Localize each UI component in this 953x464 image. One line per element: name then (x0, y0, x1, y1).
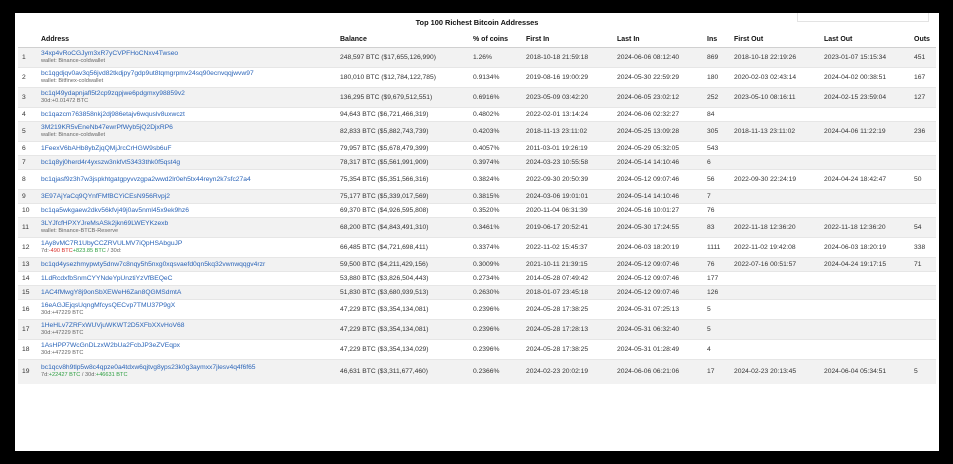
table-row (18, 286, 936, 300)
outs-cell (910, 272, 936, 286)
last-out-cell (820, 142, 910, 156)
percent-cell: 0.6916% (469, 88, 522, 108)
table-row (18, 68, 936, 88)
first-out-cell: 2020-02-03 02:43:14 (730, 68, 820, 88)
first-out-cell: 2022-09-30 22:24:19 (730, 170, 820, 190)
percent-cell: 0.4203% (469, 122, 522, 142)
ins-cell: 869 (703, 48, 730, 68)
last-out-cell: 2024-04-06 11:22:19 (820, 122, 910, 142)
first-out-cell: 2022-11-02 19:42:08 (730, 238, 820, 258)
first-out-cell: 2022-11-18 12:36:20 (730, 218, 820, 238)
last-out-cell (820, 156, 910, 170)
address-cell (37, 218, 336, 238)
last-in-cell: 2024-05-30 22:59:29 (613, 68, 703, 88)
table-row (18, 122, 936, 142)
last-in-cell: 2024-05-12 09:07:46 (613, 272, 703, 286)
change-period-label: / 30d: (80, 372, 96, 379)
last-in-cell: 2024-05-16 10:01:27 (613, 204, 703, 218)
outs-cell: 167 (910, 68, 936, 88)
address-link[interactable]: 1AC4fMwgY8j9onSbXEWeH6Zan8QGMSdmtA (41, 288, 182, 296)
column-header-percent[interactable]: % of coins (469, 32, 522, 48)
table-body (18, 48, 936, 384)
address-cell (37, 300, 336, 320)
rank-cell: 16 (18, 300, 37, 320)
rank-cell: 12 (18, 238, 37, 258)
address-cell (37, 190, 336, 204)
last-out-cell: 2023-01-07 15:15:34 (820, 48, 910, 68)
first-in-cell: 2021-10-11 21:39:15 (522, 258, 613, 272)
first-in-cell: 2018-01-07 23:45:18 (522, 286, 613, 300)
last-out-cell (820, 286, 910, 300)
balance-change-note (41, 330, 336, 337)
ins-cell: 83 (703, 218, 730, 238)
first-out-cell: 2024-02-23 20:13:45 (730, 360, 820, 384)
rank-cell: 8 (18, 170, 37, 190)
address-link[interactable]: bc1ql49ydapnjafl5t2cp9zqpjwe6pdgmxy98859v2 (41, 90, 185, 97)
balance-cell: 79,957 BTC ($5,678,479,399) (336, 142, 469, 156)
balance-change-note (41, 98, 336, 105)
last-out-cell: 2024-06-03 18:20:19 (820, 238, 910, 258)
table-row (18, 108, 936, 122)
balance-cell: 47,229 BTC ($3,354,134,029) (336, 340, 469, 360)
percent-cell: 0.3824% (469, 170, 522, 190)
last-in-cell: 2024-05-31 01:28:49 (613, 340, 703, 360)
change-period-label: 7d: (41, 248, 49, 254)
rich-list-table (18, 32, 936, 384)
last-in-cell: 2024-06-03 18:20:19 (613, 238, 703, 258)
address-link[interactable]: bc1q8yj0herd4r4yxszw3nkfvt53433thk0f5qst4g (41, 158, 181, 166)
percent-cell: 0.2366% (469, 360, 522, 384)
address-link[interactable]: bc1qcv8h9tlp5w8c4qpze0a4tdxw6qjtvg8yps23k0g3aymxx7jlesv4q4f6f65 (41, 364, 256, 372)
balance-cell: 136,295 BTC ($9,679,512,551) (336, 88, 469, 108)
percent-cell: 0.2396% (469, 320, 522, 340)
last-out-cell (820, 204, 910, 218)
ins-cell: 6 (703, 156, 730, 170)
first-out-cell (730, 286, 820, 300)
outs-cell (910, 108, 936, 122)
last-in-cell: 2024-05-12 09:07:46 (613, 170, 703, 190)
first-out-cell: 2018-11-13 23:11:02 (730, 122, 820, 142)
balance-cell: 51,830 BTC ($3,680,939,513) (336, 286, 469, 300)
first-out-cell: 2018-10-18 22:19:26 (730, 48, 820, 68)
change-value-positive: +46631 BTC (95, 372, 128, 379)
last-in-cell: 2024-05-12 09:07:46 (613, 258, 703, 272)
ins-cell: 252 (703, 88, 730, 108)
percent-cell: 0.3009% (469, 258, 522, 272)
rank-cell: 10 (18, 204, 37, 218)
ins-cell: 76 (703, 204, 730, 218)
outs-cell: 5 (910, 360, 936, 384)
percent-cell: 0.3520% (469, 204, 522, 218)
outs-cell: 50 (910, 170, 936, 190)
last-out-cell (820, 320, 910, 340)
percent-cell: 0.2734% (469, 272, 522, 286)
rank-cell: 7 (18, 156, 37, 170)
percent-cell: 0.3374% (469, 238, 522, 258)
last-out-cell (820, 108, 910, 122)
last-in-cell: 2024-05-31 06:32:40 (613, 320, 703, 340)
table-header-row (18, 32, 936, 48)
column-header-last-out[interactable]: Last Out (820, 32, 910, 48)
address-link[interactable]: bc1qgdjqv0av3q56jvd82tkdjpy7gdp9ut8tqmgrpmv24sq90ecnvqqjwvw97 (41, 70, 254, 77)
table-row (18, 272, 936, 286)
balance-cell: 47,229 BTC ($3,354,134,081) (336, 300, 469, 320)
change-period-label: / 30d: (105, 248, 122, 254)
table-row (18, 170, 936, 190)
first-in-cell: 2018-11-13 23:11:02 (522, 122, 613, 142)
ins-cell: 76 (703, 258, 730, 272)
first-in-cell: 2024-03-06 19:01:01 (522, 190, 613, 204)
first-in-cell: 2018-10-18 21:59:18 (522, 48, 613, 68)
rank-cell: 4 (18, 108, 37, 122)
ins-cell: 180 (703, 68, 730, 88)
change-period-label: 30d: (41, 330, 52, 336)
address-cell (37, 360, 336, 384)
last-out-cell: 2024-06-04 05:34:51 (820, 360, 910, 384)
last-in-cell: 2024-05-14 14:10:46 (613, 190, 703, 204)
outs-cell: 54 (910, 218, 936, 238)
column-header-ins[interactable]: Ins (703, 32, 730, 48)
ins-cell: 543 (703, 142, 730, 156)
balance-cell: 68,200 BTC ($4,843,491,310) (336, 218, 469, 238)
rich-list-panel (15, 13, 939, 451)
table-row (18, 320, 936, 340)
first-in-cell: 2022-11-02 15:45:37 (522, 238, 613, 258)
last-out-cell: 2024-02-15 23:59:04 (820, 88, 910, 108)
change-value-positive: +22427 BTC (48, 372, 81, 379)
first-in-cell: 2014-05-28 07:49:42 (522, 272, 613, 286)
ins-cell: 177 (703, 272, 730, 286)
last-in-cell: 2024-05-12 09:07:46 (613, 286, 703, 300)
rank-cell: 9 (18, 190, 37, 204)
address-cell (37, 272, 336, 286)
rank-cell: 1 (18, 48, 37, 68)
percent-cell: 0.9134% (469, 68, 522, 88)
column-header-outs[interactable]: Outs (910, 32, 936, 48)
first-out-cell (730, 204, 820, 218)
change-value: +47229 BTC (51, 350, 84, 356)
address-link[interactable]: 1FeexV6bAHb8ybZjqQMjJrcCrHGW9sb6uF (41, 144, 172, 152)
ins-cell: 5 (703, 320, 730, 340)
first-in-cell: 2019-06-17 20:52:41 (522, 218, 613, 238)
rank-cell: 19 (18, 360, 37, 384)
last-out-cell: 2024-04-02 00:38:51 (820, 68, 910, 88)
rank-cell: 15 (18, 286, 37, 300)
address-link[interactable]: 1AsHPP7WcGnDLzxW2bUa2FcbJP3eZVEqpx (41, 342, 181, 349)
balance-change-note (41, 372, 336, 379)
column-header-last-in[interactable]: Last In (613, 32, 703, 48)
column-header-address[interactable]: Address (37, 32, 336, 48)
address-cell (37, 88, 336, 108)
table-row (18, 360, 936, 384)
percent-cell: 0.3815% (469, 190, 522, 204)
balance-cell: 248,597 BTC ($17,655,126,990) (336, 48, 469, 68)
first-out-cell (730, 320, 820, 340)
outs-cell: 236 (910, 122, 936, 142)
address-link[interactable]: bc1qd4ysezhmypwty5dnw7c8nqy5h5nxg0xqsvaefd0qn5kq32vwnwqqgv4rzr (41, 260, 266, 268)
percent-cell: 0.3461% (469, 218, 522, 238)
wallet-label: wallet: Binance-BTCB-Reserve (41, 228, 119, 234)
address-link[interactable]: bc1qa5wkgaew2dkv56kfvj49j0av5nml45x9ek9hz6 (41, 206, 189, 214)
balance-cell: 180,010 BTC ($12,784,122,785) (336, 68, 469, 88)
balance-cell: 75,177 BTC ($5,339,017,569) (336, 190, 469, 204)
rank-cell: 14 (18, 272, 37, 286)
address-cell (37, 258, 336, 272)
column-header-rank (18, 32, 37, 48)
table-row (18, 258, 936, 272)
first-out-cell (730, 300, 820, 320)
address-cell (37, 48, 336, 68)
ins-cell: 305 (703, 122, 730, 142)
first-in-cell: 2011-03-01 19:26:19 (522, 142, 613, 156)
ins-cell: 84 (703, 108, 730, 122)
first-out-cell (730, 272, 820, 286)
ins-cell: 7 (703, 190, 730, 204)
last-in-cell: 2024-05-30 17:24:55 (613, 218, 703, 238)
first-out-cell: 2023-05-10 08:16:11 (730, 88, 820, 108)
address-link[interactable]: 1LdRcdxfbSnmCYYNdeYpUnztiYzVfBEQeC (41, 274, 173, 282)
first-in-cell: 2019-08-16 19:00:29 (522, 68, 613, 88)
first-in-cell: 2024-05-28 17:28:13 (522, 320, 613, 340)
page-title: Top 100 Richest Bitcoin Addresses (415, 18, 539, 27)
ins-cell: 56 (703, 170, 730, 190)
address-link[interactable]: bc1qjasf9z3h7w3jspkhtgatgpyvvzgpa2wwd2lr0eh5tx44reyn2k7sfc27a4 (41, 175, 251, 183)
rank-cell: 13 (18, 258, 37, 272)
ins-cell: 17 (703, 360, 730, 384)
last-out-cell (820, 300, 910, 320)
wallet-label: wallet: Binance-coldwallet (41, 132, 106, 138)
outs-cell (910, 204, 936, 218)
outs-cell (910, 320, 936, 340)
last-out-cell: 2022-11-18 12:36:20 (820, 218, 910, 238)
balance-cell: 69,370 BTC ($4,926,595,808) (336, 204, 469, 218)
change-period-label: 7d: (41, 372, 49, 379)
change-value-negative: -490 BTC (48, 248, 73, 254)
address-link[interactable]: 34xp4vRoCGJym3xR7yCVPFHoCNxv4Twseo (41, 50, 179, 57)
last-out-cell: 2024-04-24 18:42:47 (820, 170, 910, 190)
address-link[interactable]: 1Ay8vMC7R1UbyCCZRVULMV7iQpHSAbguJP (41, 240, 183, 247)
first-in-cell: 2024-05-28 17:38:25 (522, 340, 613, 360)
change-period-label: 30d: (41, 98, 52, 104)
first-in-cell: 2024-05-28 17:38:25 (522, 300, 613, 320)
first-out-cell: 2022-07-16 00:51:57 (730, 258, 820, 272)
first-out-cell (730, 190, 820, 204)
table-row (18, 142, 936, 156)
first-in-cell: 2023-05-09 03:42:20 (522, 88, 613, 108)
table-row (18, 340, 936, 360)
percent-cell: 1.26% (469, 48, 522, 68)
first-in-cell: 2022-09-30 20:50:39 (522, 170, 613, 190)
table-row (18, 48, 936, 68)
last-in-cell: 2024-05-29 05:32:05 (613, 142, 703, 156)
first-out-cell (730, 156, 820, 170)
outs-cell (910, 300, 936, 320)
table-row (18, 218, 936, 238)
last-out-cell (820, 190, 910, 204)
balance-cell: 82,833 BTC ($5,882,743,739) (336, 122, 469, 142)
percent-cell: 0.2630% (469, 286, 522, 300)
rank-cell: 11 (18, 218, 37, 238)
address-cell (37, 286, 336, 300)
last-in-cell: 2024-05-31 07:25:13 (613, 300, 703, 320)
balance-cell: 78,317 BTC ($5,561,991,909) (336, 156, 469, 170)
table-row (18, 300, 936, 320)
table-row (18, 156, 936, 170)
outs-cell: 451 (910, 48, 936, 68)
address-cell (37, 204, 336, 218)
balance-cell: 46,631 BTC ($3,311,677,460) (336, 360, 469, 384)
balance-cell: 75,354 BTC ($5,351,566,316) (336, 170, 469, 190)
table-row (18, 238, 936, 258)
balance-cell: 53,880 BTC ($3,826,504,443) (336, 272, 469, 286)
address-link[interactable]: 3E97AjYaCq9QYnfFMfBCYiCEsN956Rvpj2 (41, 192, 170, 200)
ins-cell: 4 (703, 340, 730, 360)
first-in-cell: 2022-02-01 13:14:24 (522, 108, 613, 122)
balance-cell: 47,229 BTC ($3,354,134,081) (336, 320, 469, 340)
percent-cell: 0.2396% (469, 340, 522, 360)
change-value-positive: +823.85 BTC (72, 248, 106, 254)
outs-cell: 338 (910, 238, 936, 258)
last-out-cell (820, 272, 910, 286)
column-header-first-in[interactable]: First In (522, 32, 613, 48)
table-row (18, 88, 936, 108)
last-in-cell: 2024-06-06 02:32:27 (613, 108, 703, 122)
outs-cell (910, 156, 936, 170)
wallet-label: wallet: Bitfinex-coldwallet (41, 78, 104, 84)
address-cell (37, 170, 336, 190)
outs-cell (910, 286, 936, 300)
rank-cell: 2 (18, 68, 37, 88)
first-out-cell (730, 340, 820, 360)
last-in-cell: 2024-06-06 06:21:06 (613, 360, 703, 384)
change-value: +47229 BTC (51, 330, 84, 336)
column-header-first-out[interactable]: First Out (730, 32, 820, 48)
change-value: +47229 BTC (51, 310, 84, 316)
balance-change-note (41, 310, 336, 317)
outs-cell (910, 340, 936, 360)
rank-cell: 18 (18, 340, 37, 360)
last-out-cell (820, 340, 910, 360)
last-out-cell: 2024-04-24 19:17:15 (820, 258, 910, 272)
first-out-cell (730, 108, 820, 122)
outs-cell (910, 142, 936, 156)
address-cell (37, 122, 336, 142)
column-header-balance[interactable]: Balance (336, 32, 469, 48)
rank-cell: 6 (18, 142, 37, 156)
first-out-cell (730, 142, 820, 156)
ins-cell: 5 (703, 300, 730, 320)
outs-cell: 71 (910, 258, 936, 272)
first-in-cell: 2024-03-23 10:55:58 (522, 156, 613, 170)
balance-cell: 66,485 BTC ($4,721,698,411) (336, 238, 469, 258)
address-cell (37, 156, 336, 170)
percent-cell: 0.4057% (469, 142, 522, 156)
first-in-cell: 2024-02-23 20:02:19 (522, 360, 613, 384)
address-cell (37, 108, 336, 122)
rank-cell: 17 (18, 320, 37, 340)
address-link[interactable]: 16eAGJEjqsUqngMfcysQECvp7TMU37P9gX (41, 302, 176, 309)
rank-cell: 3 (18, 88, 37, 108)
last-in-cell: 2024-06-05 23:02:12 (613, 88, 703, 108)
address-link[interactable]: 3LYJfcfHPXYJreMsASk2jkn69LWEYKzexb (41, 220, 169, 227)
percent-cell: 0.2396% (469, 300, 522, 320)
wallet-label: wallet: Binance-coldwallet (41, 58, 106, 64)
last-in-cell: 2024-05-14 14:10:46 (613, 156, 703, 170)
address-cell (37, 320, 336, 340)
balance-cell: 94,643 BTC ($6,721,466,319) (336, 108, 469, 122)
address-cell (37, 68, 336, 88)
table-row (18, 190, 936, 204)
ins-cell: 126 (703, 286, 730, 300)
ins-cell: 1111 (703, 238, 730, 258)
address-link[interactable]: 3M219KR5vEneNb47ewrPfWyb5jQ2DjxRP6 (41, 124, 173, 131)
address-link[interactable]: bc1qazcm763858nkj2dj986etajv6wquslv8uxwczt (41, 110, 185, 118)
outs-cell: 127 (910, 88, 936, 108)
change-value: +0.01472 BTC (51, 98, 89, 104)
last-in-cell: 2024-05-25 13:09:28 (613, 122, 703, 142)
address-cell (37, 238, 336, 258)
balance-change-note (41, 248, 336, 255)
outs-cell (910, 190, 936, 204)
first-in-cell: 2020-11-04 06:31:39 (522, 204, 613, 218)
percent-cell: 0.4802% (469, 108, 522, 122)
percent-cell: 0.3974% (469, 156, 522, 170)
change-period-label: 30d: (41, 350, 52, 356)
balance-cell: 59,500 BTC ($4,211,429,156) (336, 258, 469, 272)
balance-change-note (41, 350, 336, 357)
change-period-label: 30d: (41, 310, 52, 316)
address-link[interactable]: 1HeHLv7ZRFxWUVjuWKWT2D5XFbXXvHoV68 (41, 322, 185, 329)
address-cell (37, 340, 336, 360)
address-cell (37, 142, 336, 156)
last-in-cell: 2024-06-06 08:12:40 (613, 48, 703, 68)
rank-cell: 5 (18, 122, 37, 142)
table-row (18, 204, 936, 218)
